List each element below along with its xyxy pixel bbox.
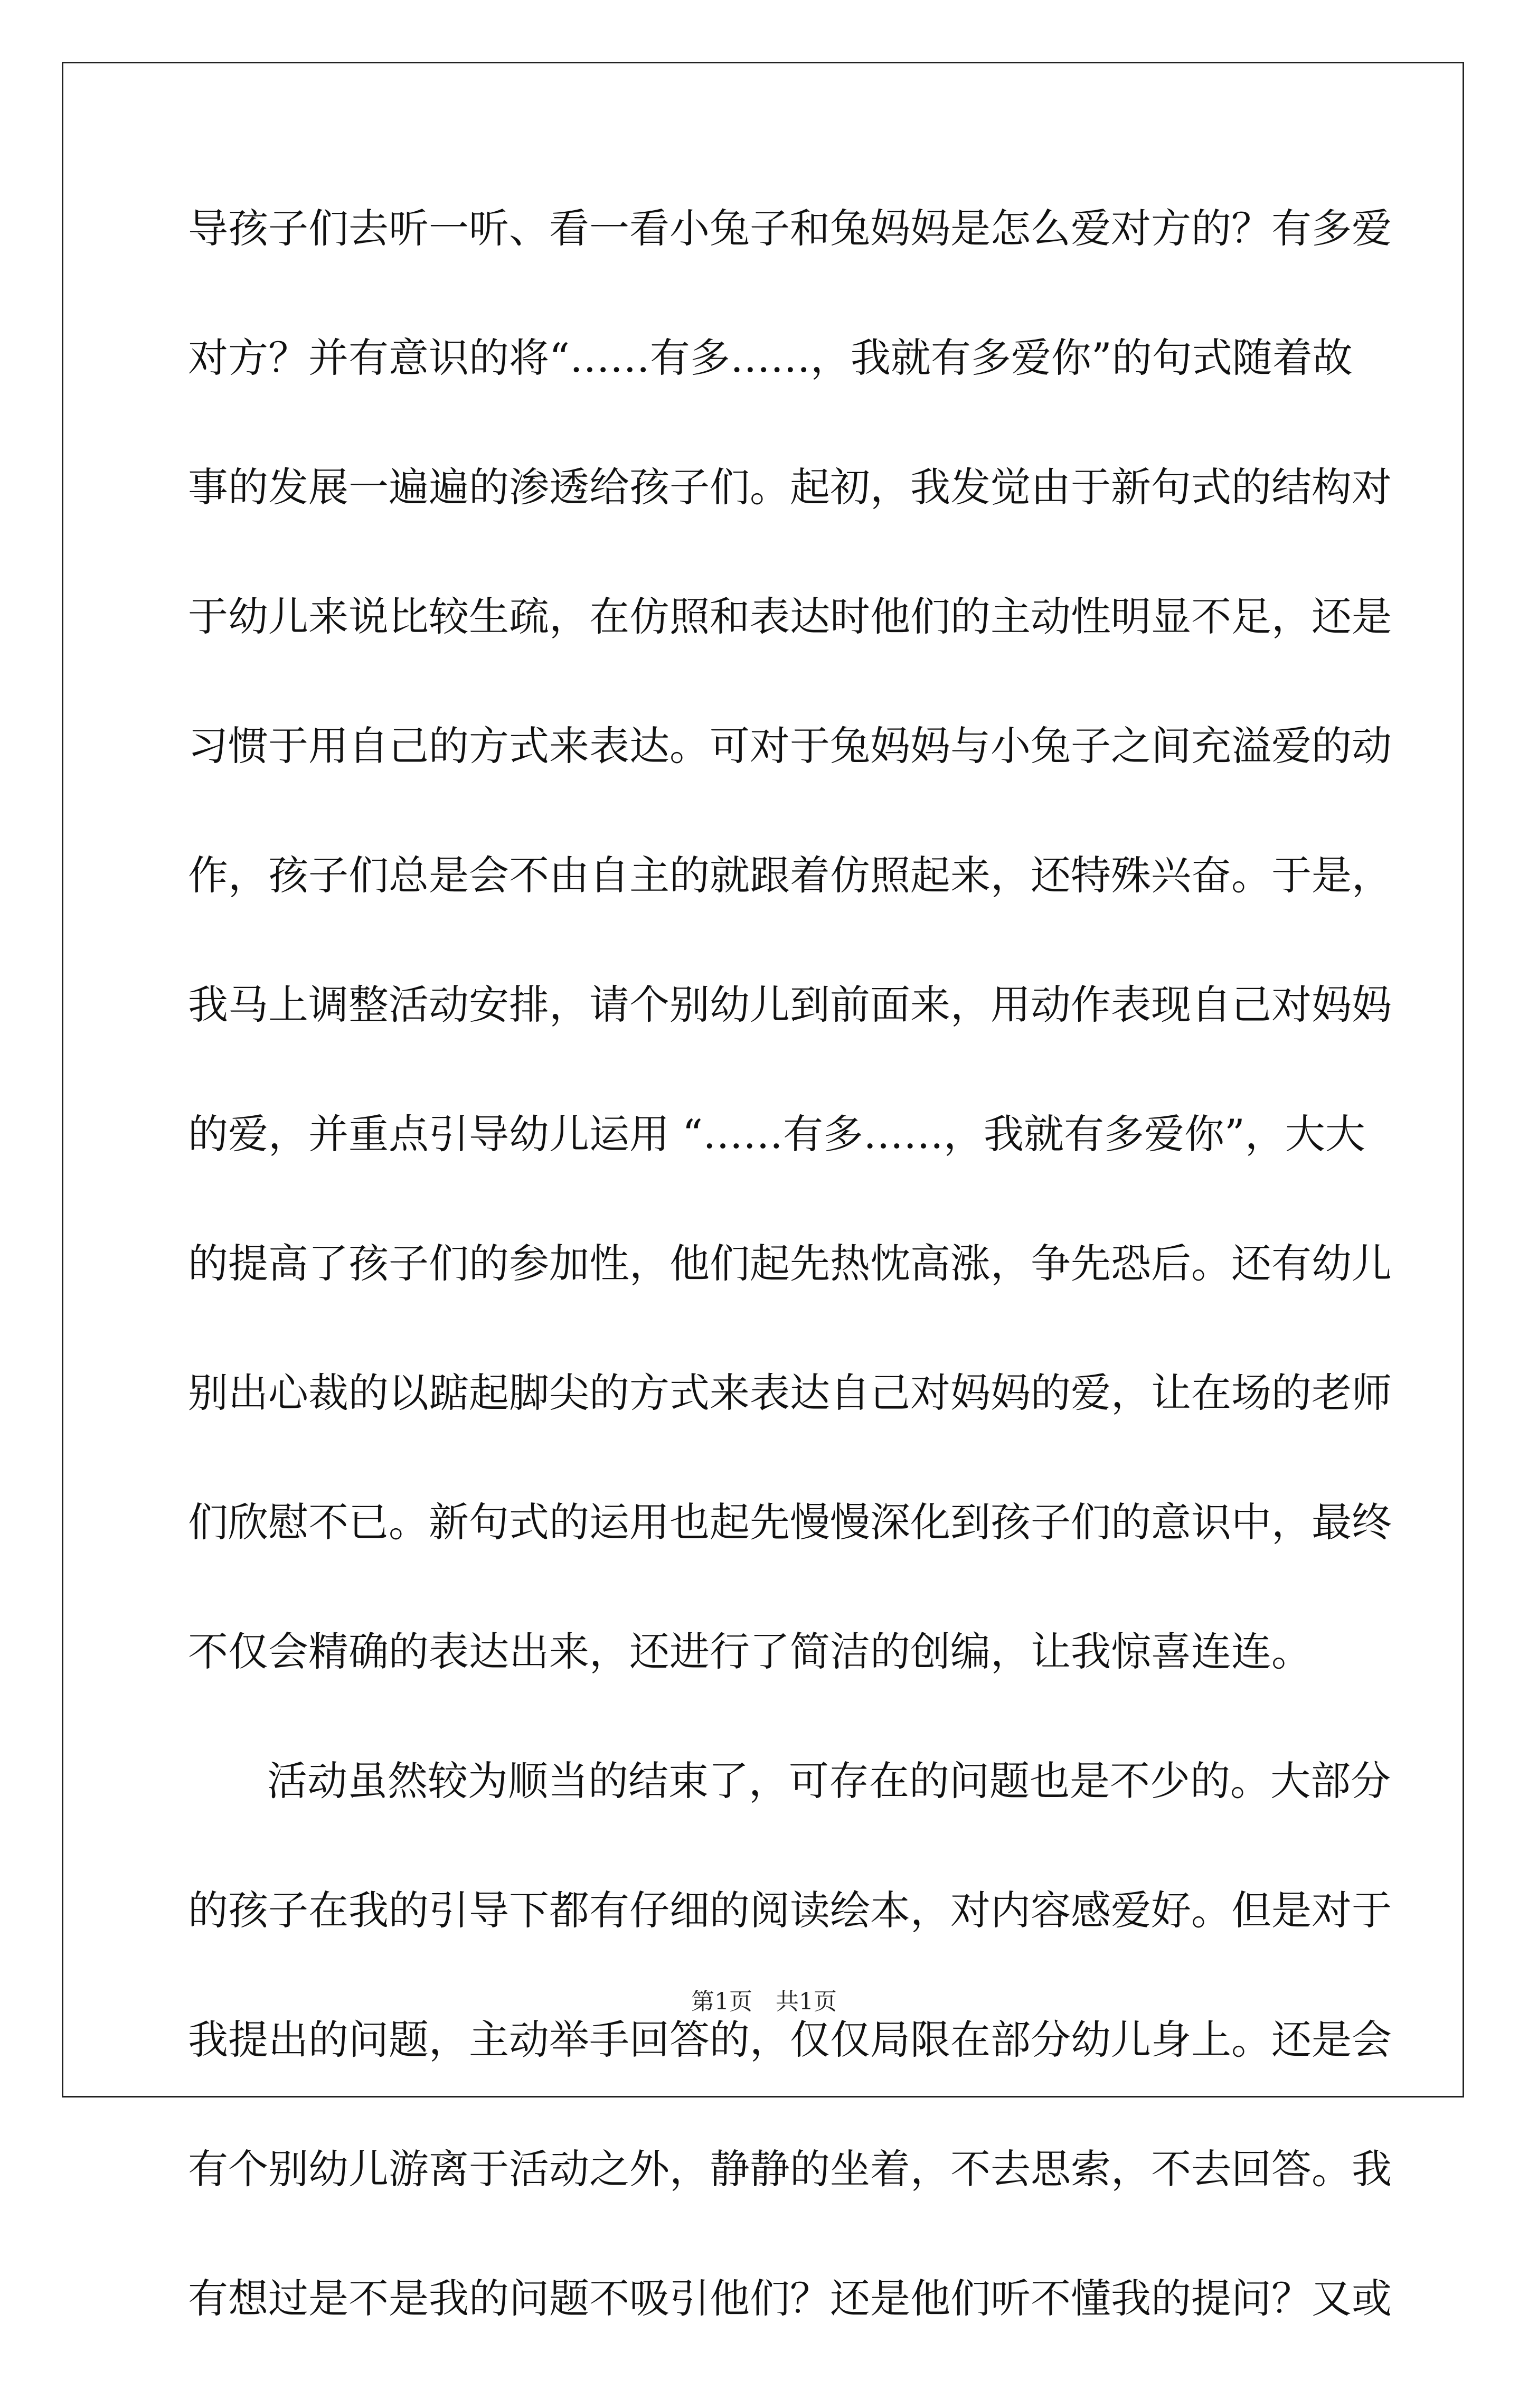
- text-line: 的爱，并重点引导幼儿运用 “……有多……，我就有多爱你”，大大: [188, 1111, 1365, 1158]
- text-line: 作，孩子们总是会不由自主的就跟着仿照起来，还特殊兴奋。于是，: [188, 852, 1392, 899]
- document-body: [188, 205, 1392, 2408]
- text-line: 不仅会精确的表达出来，还进行了简洁的创编，让我惊喜连连。: [188, 1628, 1312, 1675]
- text-line: 对方？并有意识的将“……有多……，我就有多爱你”的句式随着故: [188, 334, 1353, 381]
- page-footer: 第1页 共1页: [691, 1988, 837, 2015]
- text-line: 有想过是不是我的问题不吸引他们？还是他们听不懂我的提问？又或: [188, 2275, 1392, 2322]
- text-line: 我马上调整活动安排，请个别幼儿到前面来，用动作表现自己对妈妈: [188, 981, 1392, 1028]
- text-line: 我提出的问题，主动举手回答的，仅仅局限在部分幼儿身上。还是会: [188, 2016, 1392, 2063]
- text-line: 的提高了孩子们的参加性，他们起先热忱高涨，争先恐后。还有幼儿: [188, 1240, 1392, 1287]
- text-line: 别出心裁的以踮起脚尖的方式来表达自己对妈妈的爱，让在场的老师: [188, 1369, 1392, 1416]
- text-line: 活动虽然较为顺当的结束了，可存在的问题也是不少的。大部分: [267, 1757, 1391, 1804]
- text-line: 事的发展一遍遍的渗透给孩子们。起初，我发觉由于新句式的结构对: [188, 464, 1392, 511]
- text-line: 有个别幼儿游离于活动之外，静静的坐着，不去思索，不去回答。我: [188, 2146, 1392, 2193]
- text-line: 导孩子们去听一听、看一看小兔子和兔妈妈是怎么爱对方的？有多爱: [188, 205, 1392, 252]
- text-line: 习惯于用自己的方式来表达。可对于兔妈妈与小兔子之间充溢爱的动: [188, 722, 1392, 769]
- text-line: 的孩子在我的引导下都有仔细的阅读绘本，对内容感爱好。但是对于: [188, 1887, 1392, 1934]
- text-line: 于幼儿来说比较生疏，在仿照和表达时他们的主动性明显不足，还是: [188, 593, 1392, 640]
- text-line: 们欣慰不已。新句式的运用也起先慢慢深化到孩子们的意识中，最终: [188, 1499, 1392, 1546]
